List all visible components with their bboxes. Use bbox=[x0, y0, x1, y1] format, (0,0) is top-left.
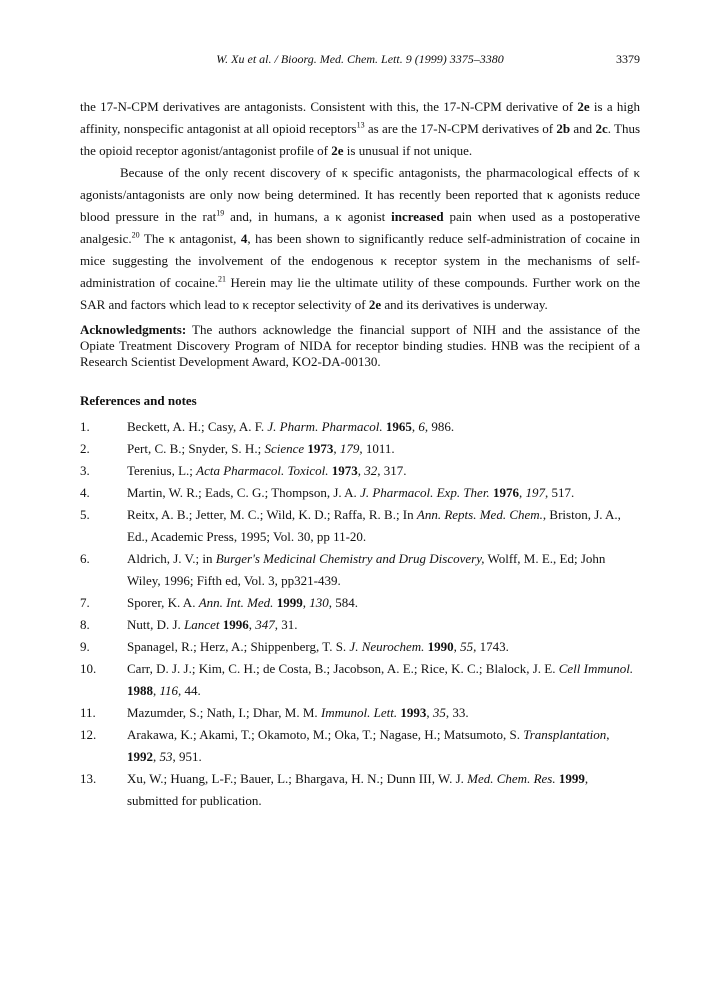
paragraph-1: the 17-N-CPM derivatives are antagonists. Consistent with this, the 17-N-CPM derivative of 2e is a high affinity, nonspecific antagonist at all opioid receptors$^{13}$ as are the 17-N-CPM derivatives of 2b and 2c. Thus the opioid receptor agonist/antagonist profile of 2e is unusual if not unique. bbox=[80, 99, 641, 158]
reference-item: 13. Xu, W.; Huang, L-F.; Bauer, L.; Bhargava, H. N.; Dunn III, W. J. Med. Chem. Res. 1999, submitted for publication. bbox=[80, 771, 589, 808]
acknowledgments: Acknowledgments: The authors acknowledge the financial support of NIH and the assistance of the Opiate Treatment Discovery Program of NIDA for receptor binding studies. HNB was the recipient of a Research Scientist Development Award, KO2-DA-00130. bbox=[80, 322, 640, 369]
citation-19: 19 bbox=[216, 208, 225, 218]
reference-item: 9. Spanagel, R.; Herz, A.; Shippenberg, T. S. J. Neurochem. 1990, 55, 1743. bbox=[80, 639, 509, 654]
reference-item: 12. Arakawa, K.; Akami, T.; Okamoto, M.; Oka, T.; Nagase, H.; Matsumoto, S. Transplantation, 1992, 53, 951. bbox=[80, 727, 610, 764]
acknowledgments-heading: Acknowledgments: bbox=[80, 322, 187, 337]
reference-list bbox=[80, 416, 640, 812]
running-head: W. Xu et al. / Bioorg. Med. Chem. Lett. 9 (1999) 3375–3380 bbox=[216, 52, 504, 66]
page-number: 3379 bbox=[616, 52, 640, 66]
reference-item: 8. Nutt, D. J. Lancet 1996, 347, 31. bbox=[80, 617, 298, 632]
reference-item: 5. Reitx, A. B.; Jetter, M. C.; Wild, K. D.; Raffa, R. B.; In Ann. Repts. Med. Chem., Briston, J. A., Ed., Academic Press, 1995; Vol. 30, pp 11-20. bbox=[80, 507, 621, 544]
citation-13: 13 bbox=[356, 120, 365, 130]
reference-item: 11. Mazumder, S.; Nath, I.; Dhar, M. M. Immunol. Lett. 1993, 35, 33. bbox=[80, 705, 469, 720]
citation-21: 21 bbox=[217, 274, 226, 284]
reference-item: 2. Pert, C. B.; Snyder, S. H.; Science 1973, 179, 1011. bbox=[80, 441, 395, 456]
reference-item: 4. Martin, W. R.; Eads, C. G.; Thompson, J. A. J. Pharmacol. Exp. Ther. 1976, 197, 517. bbox=[80, 485, 575, 500]
reference-item: 6. Aldrich, J. V.; in Burger's Medicinal Chemistry and Drug Discovery, Wolff, M. E., Ed; John Wiley, 1996; Fifth ed, Vol. 3, pp321-439. bbox=[80, 551, 606, 588]
article-body bbox=[80, 96, 640, 812]
running-header bbox=[80, 52, 640, 68]
reference-item: 3. Terenius, L.; Acta Pharmacol. Toxicol. 1973, 32, 317. bbox=[80, 463, 407, 478]
reference-item: 1. Beckett, A. H.; Casy, A. F. J. Pharm. Pharmacol. 1965, 6, 986. bbox=[80, 419, 455, 434]
reference-item: 10. Carr, D. J. J.; Kim, C. H.; de Costa, B.; Jacobson, A. E.; Rice, K. C.; Blalock, J. E. Cell Immunol. 1988, 116, 44. bbox=[80, 661, 634, 698]
paragraph-2: Because of the only recent discovery of κ specific antagonists, the pharmacological effects of κ agonists/antagonists are only now being determined. It has recently been reported that κ agonists reduce blood pressure in the rat$^{19}$ and, in humans, a κ agonist increased pain when used as a postoperative analgesic.$^{20}$ The κ antagonist, 4, has been shown to significantly reduce self-administration of cocaine in mice suggesting the involvement of the endogenous κ receptor system in the mechanisms of self-administration of cocaine.$^{21}$ Herein may lie the ultimate utility of these compounds. Further work on the SAR and factors which lead to κ receptor selectivity of 2e and its derivatives is underway. bbox=[80, 165, 640, 312]
references-heading: References and notes bbox=[80, 393, 197, 408]
citation-20: 20 bbox=[131, 230, 140, 240]
reference-item: 7. Sporer, K. A. Ann. Int. Med. 1999, 130, 584. bbox=[80, 595, 358, 610]
